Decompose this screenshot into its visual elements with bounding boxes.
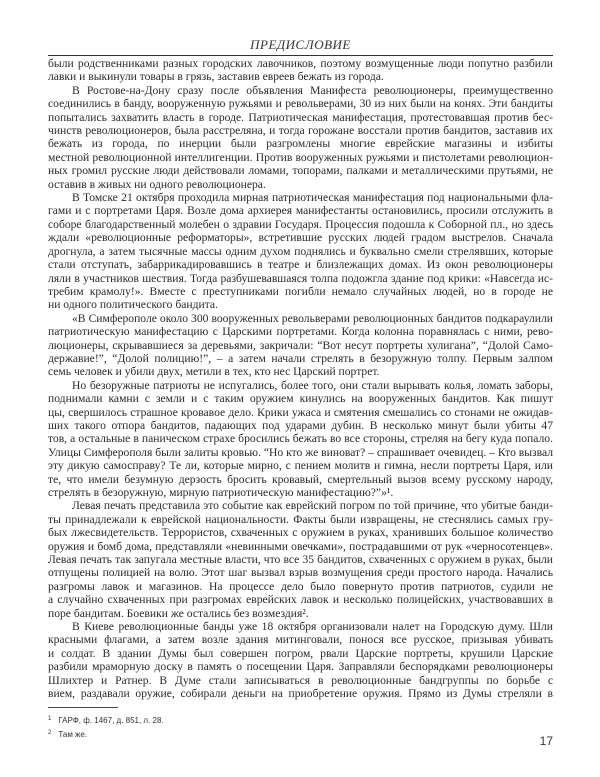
text-line: стали отступать, забаррикадировавшись в театре и близлежащих домах. Из окон революционеры xyxy=(48,258,553,272)
text-line: вием, раздавали оружие, собирали деньги на приобретение оружия. Прямо из Думы стреляли в xyxy=(48,687,553,701)
paragraph xyxy=(48,191,553,312)
text-line: ших такого отпора бандитов, падающих под ударами дубин. В несколько минут были убиты 47 xyxy=(48,418,553,432)
text-line: ляли в участников шествия. Тогда разбушевавшаяся толпа подожгла здание под крики: «Навсегда ис- xyxy=(48,271,553,285)
text-line: красными флагами, а затем возле здания митинговали, понося все русское, призывая убивать xyxy=(48,633,553,647)
text-line: В Томске 21 октября проходила мирная патриотическая манифестация под национальными фла- xyxy=(72,191,553,205)
text-line: стрелять в безоружную, мирную патриотическую манифестацию?”»¹. xyxy=(48,486,394,499)
text-line: те, что имели безумную дерзость бросить кровавый, смертельный вызов всему русскому народу, xyxy=(48,472,553,486)
text-line: Шлихтер и Ратнер. В Думе стали записываться в революционные бандгруппы по борьбе с xyxy=(48,673,553,687)
paragraph xyxy=(48,57,553,84)
text-line: ных громил русские люди действовали ломами, топорами, палками и металлическими прутьями, не xyxy=(48,164,553,178)
text-line: поре бандитам. Боевики же остались без возмездия². xyxy=(48,606,309,620)
text-line: Левая печать представила это событие как еврейский погром по той причине, что убитые банди- xyxy=(72,499,553,513)
text-line: тов, а остальные в паническом страхе бросились бежать во все стороны, стреляя на бегу куда попало. xyxy=(48,432,553,446)
text-line: бых лжесвидетельств. Террористов, схваченных с оружием в руках, хранивших большое количество xyxy=(48,526,553,540)
paragraph xyxy=(48,379,553,500)
text-line: гами и с портретами Царя. Возле дома архиерея манифестанты остановились, просили отслужить в xyxy=(48,204,553,218)
header-rule xyxy=(48,55,553,56)
text-line: попытались захватить власть в городе. Патриотическая манифестация, протестовавшая против бес- xyxy=(48,110,553,124)
text-line: требим крамолу!». Вместе с преступниками погибли немало случайных людей, но в городе не xyxy=(48,284,553,298)
text-line: эту дикую самосправу? Те ли, которые мирно, с пением молитв и гимна, несли портреты Царя, или xyxy=(48,459,553,473)
text-line: В Киеве революционные банды уже 18 октября организовали налет на Городскую думу. Шли xyxy=(72,620,553,634)
text-line: разгромы лавок и магазинов. На процессе дело было повернуто против патриотов, судили не xyxy=(48,579,553,593)
text-line: державие!”, “Долой полицию!”, – а затем начали стрелять в безоружную толпу. Первым залпом xyxy=(48,351,553,365)
text-line: отпущены полицией на волю. Этот шаг вызвал взрыв возмущения среди простого народа. Начались xyxy=(48,566,553,580)
text-line: Улицы Симферополя были залиты кровью. “Но кто же виноват? – спрашивает очевидец. – Кто вызвал xyxy=(48,445,553,459)
page-number: 17 xyxy=(539,734,553,748)
text-line: поднимали камни с земли и с таким оружием кинулись на вооруженных бандитов. Как пишут xyxy=(48,392,553,406)
text-line: семь человек и убили двух, метили в тех, кто нес Царский портрет. xyxy=(48,365,380,379)
paragraph xyxy=(48,84,553,191)
text-line: а случайно схваченных при разгромах еврейских лавок и несколько полицейских, участвовавших в xyxy=(48,593,553,607)
text-line: оружия и бомб дома, представляли «невинными овечками», пострадавшими от рук «черносотенцев». xyxy=(48,539,553,553)
footnote xyxy=(48,726,164,740)
text-line: соединились в банду, вооруженную ружьями и револьверами, 30 из них были на конях. Эти бандиты xyxy=(48,97,553,111)
text-line: соборе благодарственный молебен о здравии Государя. Процессия подошла к Соборной пл., но здесь xyxy=(48,217,553,231)
text-line: патриотическую манифестацию с Царскими портретами. Когда колонна поравнялась с ними, рево- xyxy=(48,325,553,339)
text-line: Левая печать так запугала местные власти, что все 35 бандитов, схваченных с оружием в руках, были xyxy=(48,553,553,567)
footnote-rule xyxy=(48,707,118,708)
body-text xyxy=(48,57,553,701)
text-line: люционеры, скрывавшиеся за деревьями, закричали: “Вот несут портреты хулигана”, “Долой Само- xyxy=(48,338,553,352)
text-line: ты принадлежали к еврейской национальности. Факты были извращены, не стеснялись самых гру- xyxy=(48,512,553,526)
text-line: дрогнула, а затем тысячные массы одним духом поднялись и буквально смели стрелявших, которые xyxy=(48,244,553,258)
paragraph xyxy=(48,620,553,700)
text-line: ни одного политического бандита. xyxy=(48,298,218,312)
text-line: и солдат. В здании Думы был совершен погром, рвали Царские портреты, крушили Царские xyxy=(48,646,553,660)
text-line: бежать из города, по инерции были разгромлены многие еврейские магазины и избиты xyxy=(48,137,553,151)
text-line: «В Симферополе около 300 вооруженных револьверами революционных бандитов подкараулили xyxy=(72,311,553,325)
text-line: ждали «революционные реформаторы», встретившие русских людей градом выстрелов. Сначала xyxy=(48,231,553,245)
footnotes xyxy=(48,712,164,740)
text-line: Но безоружные патриоты не испугались, более того, они стали вырывать колья, ломать заборы, xyxy=(72,378,553,392)
text-line: разбили мраморную доску в память о посещении Царя. Заправляли беспорядками революционеры xyxy=(48,660,553,674)
footnote xyxy=(48,712,164,726)
text-line: лавки и выкинули товары в грязь, заставив евреев бежать из города. xyxy=(48,70,384,84)
footnote-mark: 1 xyxy=(48,716,52,722)
paragraph xyxy=(48,499,553,620)
text-line: местной революционной интеллигенции. Против вооруженных ружьями и пистолетами революцион- xyxy=(48,150,553,164)
footnote-text: Там же. xyxy=(58,730,88,739)
text-line: чинств революционеров, была расстреляна, и тогда горожане восстали против бандитов, заставив их xyxy=(48,124,553,138)
paragraph xyxy=(48,312,553,379)
text-line: были родственниками разных городских лавочников, поэтому возмущенные люди попутно разбили xyxy=(48,57,553,70)
text-line: оставив в живых ни одного революционера. xyxy=(48,177,266,191)
text-line: В Ростове-на-Дону сразу после объявления Манифеста революционеры, преимущественно xyxy=(72,83,553,97)
footnote-text: ГАРФ, ф. 1467, д. 851, л. 28. xyxy=(58,716,164,725)
running-header: ПРЕДИСЛОВИЕ xyxy=(250,37,351,52)
text-line: цы, свершилось страшное кровавое дело. Крики ужаса и смятения смешались со стонами не ожидав- xyxy=(48,405,553,419)
footnote-mark: 2 xyxy=(48,730,52,736)
